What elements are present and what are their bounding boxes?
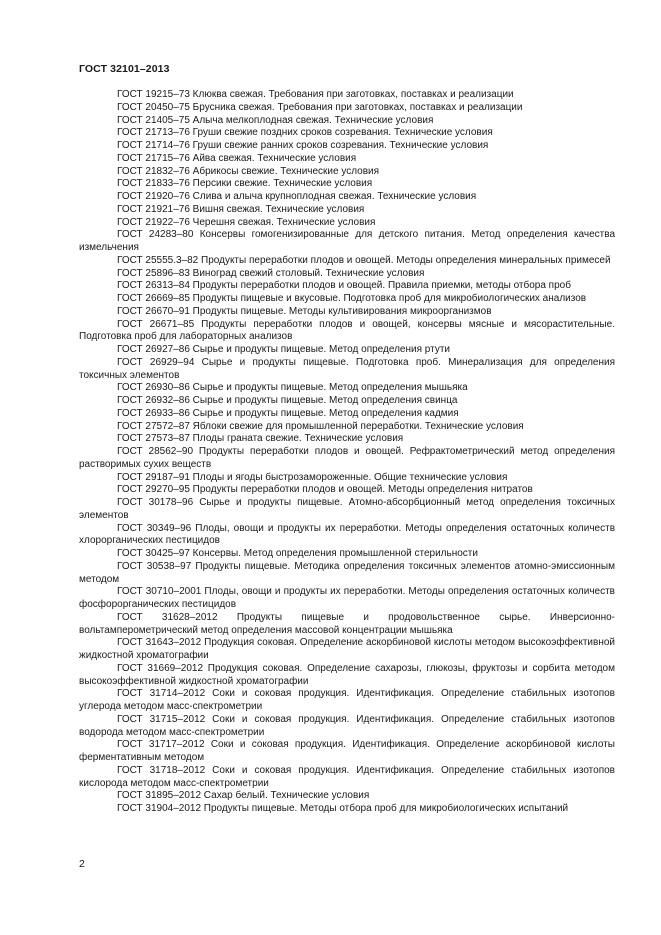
reference-item: ГОСТ 31669–2012 Продукция соковая. Определение сахарозы, глюкозы, фруктозы и сорбита методом высокоэффективной жидкостной хроматографии (79, 662, 615, 687)
reference-item: ГОСТ 29270–95 Продукты переработки плодов и овощей. Методы определения нитратов (117, 484, 533, 496)
reference-item: ГОСТ 29187–91 Плоды и ягоды быстрозамороженные. Общие технические условия (117, 471, 508, 483)
reference-item: ГОСТ 26933–86 Сырье и продукты пищевые. Метод определения кадмия (117, 407, 459, 419)
reference-item: ГОСТ 19215–73 Клюква свежая. Требования при заготовках, поставках и реализации (117, 89, 514, 100)
reference-item: ГОСТ 26671–85 Продукты переработки плодов и овощей, консервы мясные и мясорастительные. Подготовка проб для лабораторных анализов (79, 318, 615, 343)
reference-item: ГОСТ 28562–90 Продукты переработки плодов и овощей. Рефрактометрический метод определения растворимых сухих веществ (79, 446, 615, 470)
reference-item: ГОСТ 20450–75 Брусника свежая. Требования при заготовках, поставках и реализации (117, 101, 523, 113)
reference-item: ГОСТ 31904–2012 Продукты пищевые. Методы отбора проб для микробиологических испытаний (117, 803, 569, 814)
reference-item: ГОСТ 21714–76 Груши свежие ранних сроков созревания. Технические условия (117, 140, 489, 151)
reference-item: ГОСТ 24283–80 Консервы гомогенизированные для детского питания. Метод определения качества измельчения (79, 229, 615, 253)
document-code-header: ГОСТ 32101–2013 (79, 63, 170, 75)
reference-item: ГОСТ 30710–2001 Плоды, овощи и продукты их переработки. Методы определения остаточных количеств фосфорорганических пестицидов (79, 586, 615, 610)
reference-item: ГОСТ 26929–94 Сырье и продукты пищевые. Подготовка проб. Минерализация для определения токсичных элементов (79, 356, 615, 381)
reference-item: ГОСТ 30425–97 Консервы. Метод определения промышленной стерильности (117, 548, 478, 559)
reference-item: ГОСТ 21832–76 Абрикосы свежие. Технические условия (117, 165, 380, 177)
reference-item: ГОСТ 31714–2012 Соки и соковая продукция. Идентификация. Определение стабильных изотопов углерода методом масс-спектрометрии (79, 688, 615, 712)
reference-item: ГОСТ 26930–86 Сырье и продукты пищевые. Метод определения мышьяка (117, 382, 468, 394)
reference-item: ГОСТ 25896–83 Виноград свежий столовый. Технические условия (117, 267, 425, 279)
reference-item: ГОСТ 21405–75 Алыча мелкоплодная свежая. Технические условия (117, 114, 434, 126)
reference-item: ГОСТ 31895–2012 Сахар белый. Технические условия (117, 790, 370, 802)
reference-item: ГОСТ 21921–76 Вишня свежая. Технические условия (117, 203, 365, 215)
reference-item: ГОСТ 21920–76 Слива и алыча крупноплодная свежая. Технические условия (117, 191, 477, 202)
reference-item: ГОСТ 26927–86 Сырье и продукты пищевые. Метод определения ртути (117, 344, 450, 355)
normative-references-list (79, 89, 615, 816)
reference-item: ГОСТ 27572–87 Яблоки свежие для промышленной переработки. Технические условия (117, 420, 524, 432)
reference-item: ГОСТ 21715–76 Айва свежая. Технические условия (117, 152, 357, 164)
reference-item: ГОСТ 26669–85 Продукты пищевые и вкусовые. Подготовка проб для микробиологических анализов (117, 293, 587, 304)
reference-item: ГОСТ 30538–97 Продукты пищевые. Методика определения токсичных элементов атомно-эмиссионным методом (79, 560, 615, 585)
reference-item: ГОСТ 25555.3–82 Продукты переработки плодов и овощей. Методы определения минеральных примесей (117, 254, 611, 266)
reference-item: ГОСТ 26932–86 Сырье и продукты пищевые. Метод определения свинца (117, 395, 458, 406)
reference-item: ГОСТ 31718–2012 Соки и соковая продукция. Идентификация. Определение стабильных изотопов кислорода методом масс-спектрометрии (79, 764, 615, 789)
reference-item: ГОСТ 30349–96 Плоды, овощи и продукты их переработки. Методы определения остаточных количеств хлорорганических пестицидов (79, 522, 615, 547)
reference-item: ГОСТ 21922–76 Черешня свежая. Технические условия (117, 216, 376, 228)
reference-item: ГОСТ 31643–2012 Продукция соковая. Определение аскорбиновой кислоты методом высокоэффективной жидкостной хроматографии (79, 637, 615, 661)
reference-item: ГОСТ 31715–2012 Соки и соковая продукция. Идентификация. Определение стабильных изотопов водорода методом масс-спектрометрии (79, 713, 615, 738)
reference-item: ГОСТ 30178–96 Сырье и продукты пищевые. Атомно-абсорбционный метод определения токсичных элементов (79, 497, 615, 521)
reference-item: ГОСТ 27573–87 Плоды граната свежие. Технические условия (117, 433, 404, 445)
reference-item: ГОСТ 21713–76 Груши свежие поздних сроков созревания. Технические условия (117, 127, 493, 139)
reference-item: ГОСТ 31628–2012 Продукты пищевые и продовольственное сырье. Инверсионно-вольтамперометрический метод определения массовой концентрации мышьяка (79, 611, 615, 636)
reference-item: ГОСТ 26313–84 Продукты переработки плодов и овощей. Правила приемки, методы отбора проб (117, 280, 571, 292)
reference-item: ГОСТ 26670–91 Продукты пищевые. Методы культивирования микроорганизмов (117, 305, 492, 317)
reference-item: ГОСТ 21833–76 Персики свежие. Технические условия (117, 178, 373, 190)
reference-item: ГОСТ 31717–2012 Соки и соковая продукция. Идентификация. Определение аскорбиновой кислоты ферментативным методом (79, 739, 615, 763)
page-number: 2 (79, 858, 85, 870)
